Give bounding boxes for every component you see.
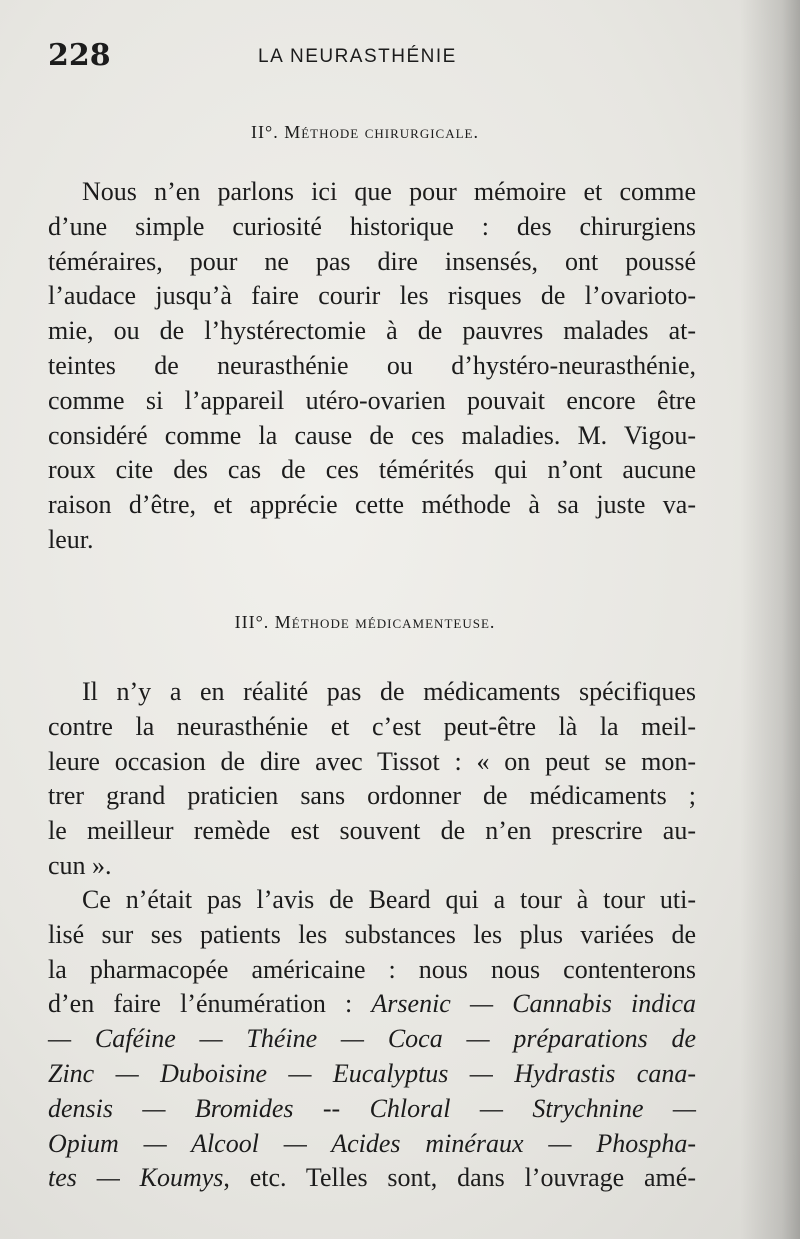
section-title: Méthode médicamenteuse. bbox=[274, 612, 496, 632]
running-head bbox=[48, 38, 698, 78]
text-line: roux cite des cas de ces témérités qui n’ont aucune bbox=[48, 455, 696, 485]
text-line: le meilleur remède est souvent de n’en prescrire au- bbox=[48, 816, 696, 846]
text-segment: , etc. Telles sont, dans l’ouvrage amé- bbox=[223, 1163, 696, 1193]
page-number: 228 bbox=[48, 38, 111, 73]
section-numeral: II°. bbox=[251, 122, 279, 142]
text-line: Nous n’en parlons ici que pour mémoire et comme bbox=[82, 177, 696, 206]
text-line: la pharmacopée américaine : nous nous contenterons bbox=[48, 954, 696, 984]
text-line: Ce n’était pas l’avis de Beard qui a tour à tour uti- bbox=[82, 885, 696, 914]
text-line: — Caféine — Théine — Coca — préparations de bbox=[48, 1024, 696, 1054]
section-heading-surgical bbox=[0, 122, 730, 143]
text-line: Zinc — Duboisine — Eucalyptus — Hydrastis cana- bbox=[48, 1058, 696, 1088]
paragraph-surgical-method bbox=[48, 175, 696, 558]
section-title: Méthode chirurgicale. bbox=[284, 122, 479, 142]
text-line: Opium — Alcool — Acides minéraux — Phospha- bbox=[48, 1128, 696, 1158]
text-line: densis — Bromides -- Chloral — Strychnine — bbox=[48, 1093, 696, 1123]
text-line: leur. bbox=[48, 524, 94, 554]
text-line: Il n’y a en réalité pas de médicaments spécifiques bbox=[82, 677, 696, 706]
text-line: d’une simple curiosité historique : des chirurgiens bbox=[48, 211, 696, 241]
paragraph-beard-substances bbox=[48, 883, 696, 1196]
text-line: trer grand praticien sans ordonner de médicaments ; bbox=[48, 781, 696, 811]
paragraph-no-specific-drugs bbox=[48, 675, 696, 884]
text-line: considéré comme la cause de ces maladies. M. Vigou- bbox=[48, 420, 696, 450]
text-line: l’audace jusqu’à faire courir les risques de l’ovarioto- bbox=[48, 281, 696, 311]
text-line bbox=[48, 987, 696, 1022]
text-line bbox=[48, 1161, 696, 1196]
spine-shadow bbox=[740, 0, 800, 1239]
section-numeral: III°. bbox=[234, 612, 270, 632]
text-line: comme si l’appareil utéro-ovarien pouvait encore être bbox=[48, 385, 696, 415]
text-line: cun ». bbox=[48, 850, 112, 880]
text-line: mie, ou de l’hystérectomie à de pauvres malades at- bbox=[48, 316, 696, 346]
text-line: raison d’être, et apprécie cette méthode à sa juste va- bbox=[48, 490, 696, 520]
text-line: leure occasion de dire avec Tissot : « on peut se mon- bbox=[48, 746, 696, 776]
running-title: LA NEURASTHÉNIE bbox=[258, 46, 457, 67]
italic-segment: Arsenic — Cannabis indica bbox=[371, 989, 697, 1019]
text-line: teintes de neurasthénie ou d’hystéro-neurasthénie, bbox=[48, 350, 696, 380]
text-line: contre la neurasthénie et c’est peut-être là la meil- bbox=[48, 711, 696, 741]
text-line: lisé sur ses patients les substances les plus variées de bbox=[48, 919, 696, 949]
text-line: téméraires, pour ne pas dire insensés, ont poussé bbox=[48, 246, 696, 276]
section-heading-medicinal bbox=[0, 612, 730, 633]
italic-segment: tes — Koumys bbox=[48, 1163, 224, 1193]
text-segment: d’en faire l’énumération : bbox=[48, 989, 372, 1019]
